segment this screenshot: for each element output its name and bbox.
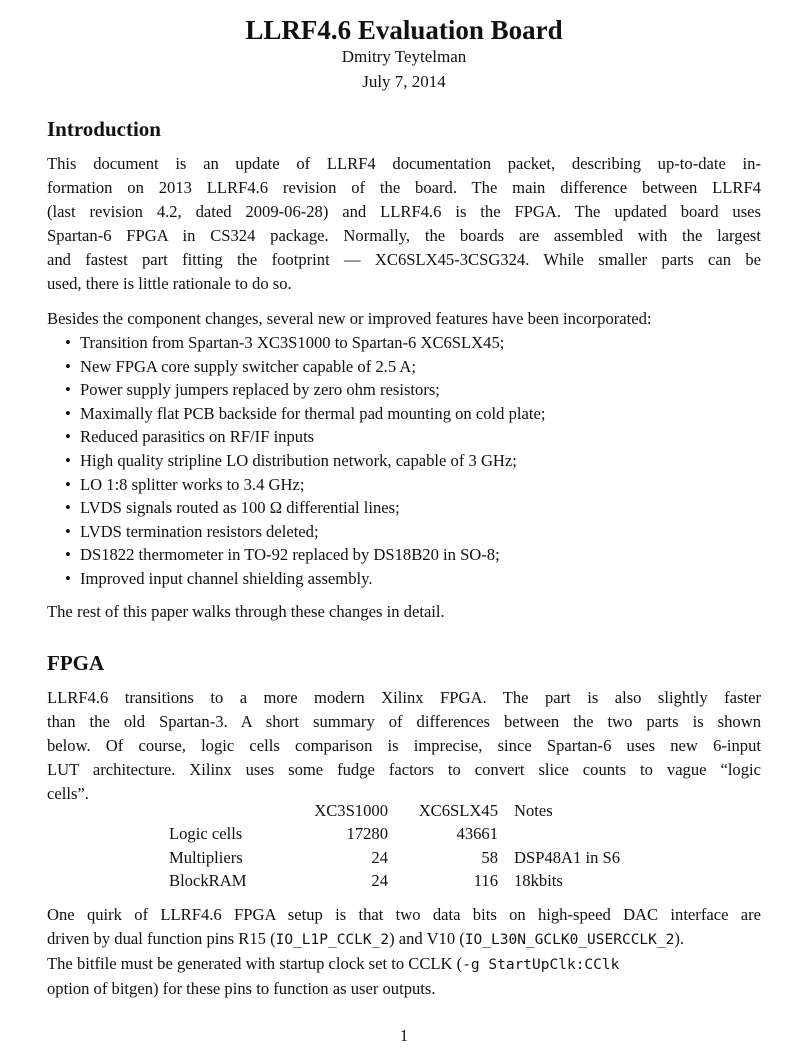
table-cell bbox=[498, 823, 664, 847]
text-line: This document is an update of LLRF4 documentation packet, describing up-to-date in- bbox=[47, 154, 761, 173]
text-run: ). bbox=[674, 929, 685, 948]
document-page bbox=[47, 0, 761, 1062]
text-run: ) and V10 ( bbox=[389, 929, 465, 948]
list-item: • Transition from Spartan-3 XC3S1000 to Spartan-6 XC6SLX45; bbox=[65, 331, 545, 355]
text-line bbox=[47, 952, 761, 977]
text-line: cells”. bbox=[47, 784, 89, 803]
pin-name-code: IO_L1P_CCLK_2 bbox=[275, 932, 390, 948]
text-line: One quirk of LLRF4.6 FPGA setup is that two data bits on high-speed DAC interface are bbox=[47, 905, 761, 924]
table-row bbox=[169, 846, 664, 870]
text-line: LLRF4.6 transitions to a more modern Xilinx FPGA. The part is also slightly faster bbox=[47, 688, 761, 707]
list-item: • Power supply jumpers replaced by zero ohm resistors; bbox=[65, 378, 545, 402]
text-line bbox=[47, 927, 761, 952]
text-line: formation on 2013 LLRF4.6 revision of the board. The main difference between LLRF4 bbox=[47, 178, 761, 197]
list-item: • DS1822 thermometer in TO-92 replaced by DS18B20 in SO-8; bbox=[65, 543, 545, 567]
document-title: LLRF4.6 Evaluation Board bbox=[245, 15, 563, 45]
intro-paragraph-2 bbox=[47, 307, 761, 331]
text-line: The rest of this paper walks through these changes in detail. bbox=[47, 602, 445, 621]
table-header-cell bbox=[169, 799, 293, 823]
table-row bbox=[169, 870, 664, 894]
table-cell: 116 bbox=[473, 871, 498, 891]
text-line: than the old Spartan-3. A short summary of differences between the two parts is shown bbox=[47, 712, 761, 731]
table-cell: BlockRAM bbox=[169, 871, 247, 891]
list-item: • Improved input channel shielding assembly. bbox=[65, 567, 545, 591]
table-cell: 43661 bbox=[456, 824, 498, 844]
table-cell: Logic cells bbox=[169, 824, 243, 844]
page-number: 1 bbox=[399, 1026, 409, 1045]
list-item: • Reduced parasitics on RF/IF inputs bbox=[65, 425, 545, 449]
table-header-cell: XC6SLX45 bbox=[418, 800, 498, 820]
fpga-paragraph-1 bbox=[47, 686, 761, 806]
bitgen-option-code: -g StartUpClk:CClk bbox=[462, 957, 620, 973]
table-cell: 18kbits bbox=[514, 871, 563, 891]
text-line: LUT architecture. Xilinx uses some fudge factors to convert slice counts to vague “logic bbox=[47, 760, 761, 779]
text-line: used, there is little rationale to do so. bbox=[47, 274, 292, 293]
section-heading-fpga: FPGA bbox=[47, 651, 105, 675]
intro-paragraph-1 bbox=[47, 152, 761, 296]
list-item: • New FPGA core supply switcher capable of 2.5 A; bbox=[65, 355, 545, 379]
table-cell: 58 bbox=[481, 847, 498, 867]
author-name: Dmitry Teytelman bbox=[341, 47, 467, 66]
intro-paragraph-3 bbox=[47, 600, 761, 624]
section-heading-introduction: Introduction bbox=[47, 117, 161, 141]
text-line: option of bitgen) for these pins to function as user outputs. bbox=[47, 979, 436, 998]
fpga-comparison-table bbox=[169, 799, 664, 893]
list-item: • High quality stripline LO distribution network, capable of 3 GHz; bbox=[65, 449, 545, 473]
text-line: Besides the component changes, several new or improved features have been incorporated: bbox=[47, 309, 652, 328]
fpga-paragraph-2 bbox=[47, 903, 761, 1001]
text-run: driven by dual function pins R15 ( bbox=[47, 929, 276, 948]
list-item: • LO 1:8 splitter works to 3.4 GHz; bbox=[65, 473, 545, 497]
text-line: below. Of course, logic cells comparison is imprecise, since Spartan-6 uses new 6-input bbox=[47, 736, 761, 755]
text-run: The bitfile must be generated with startup clock set to CCLK ( bbox=[47, 954, 463, 973]
text-line: (last revision 4.2, dated 2009-06-28) and LLRF4.6 is the FPGA. The updated board uses bbox=[47, 202, 761, 221]
text-line: and fastest part fitting the footprint — XC6SLX45-3CSG324. While smaller parts can be bbox=[47, 250, 761, 269]
table-header-cell: XC3S1000 bbox=[314, 800, 388, 820]
table-cell: 24 bbox=[371, 871, 388, 891]
list-item: • Maximally flat PCB backside for thermal pad mounting on cold plate; bbox=[65, 402, 545, 426]
table-cell: Multipliers bbox=[169, 847, 243, 867]
text-line: Spartan-6 FPGA in CS324 package. Normally, the boards are assembled with the largest bbox=[47, 226, 761, 245]
feature-list bbox=[65, 331, 545, 591]
table-row bbox=[169, 823, 664, 847]
table-cell: 24 bbox=[371, 847, 388, 867]
pin-name-code: IO_L30N_GCLK0_USERCCLK_2 bbox=[464, 932, 675, 948]
list-item: • LVDS termination resistors deleted; bbox=[65, 520, 545, 544]
table-header-row bbox=[169, 799, 664, 823]
table-cell: 17280 bbox=[346, 824, 388, 844]
table-cell: DSP48A1 in S6 bbox=[514, 847, 621, 867]
table-header-cell: Notes bbox=[514, 800, 553, 820]
document-date: July 7, 2014 bbox=[362, 72, 446, 91]
list-item: • LVDS signals routed as 100 Ω differential lines; bbox=[65, 496, 545, 520]
